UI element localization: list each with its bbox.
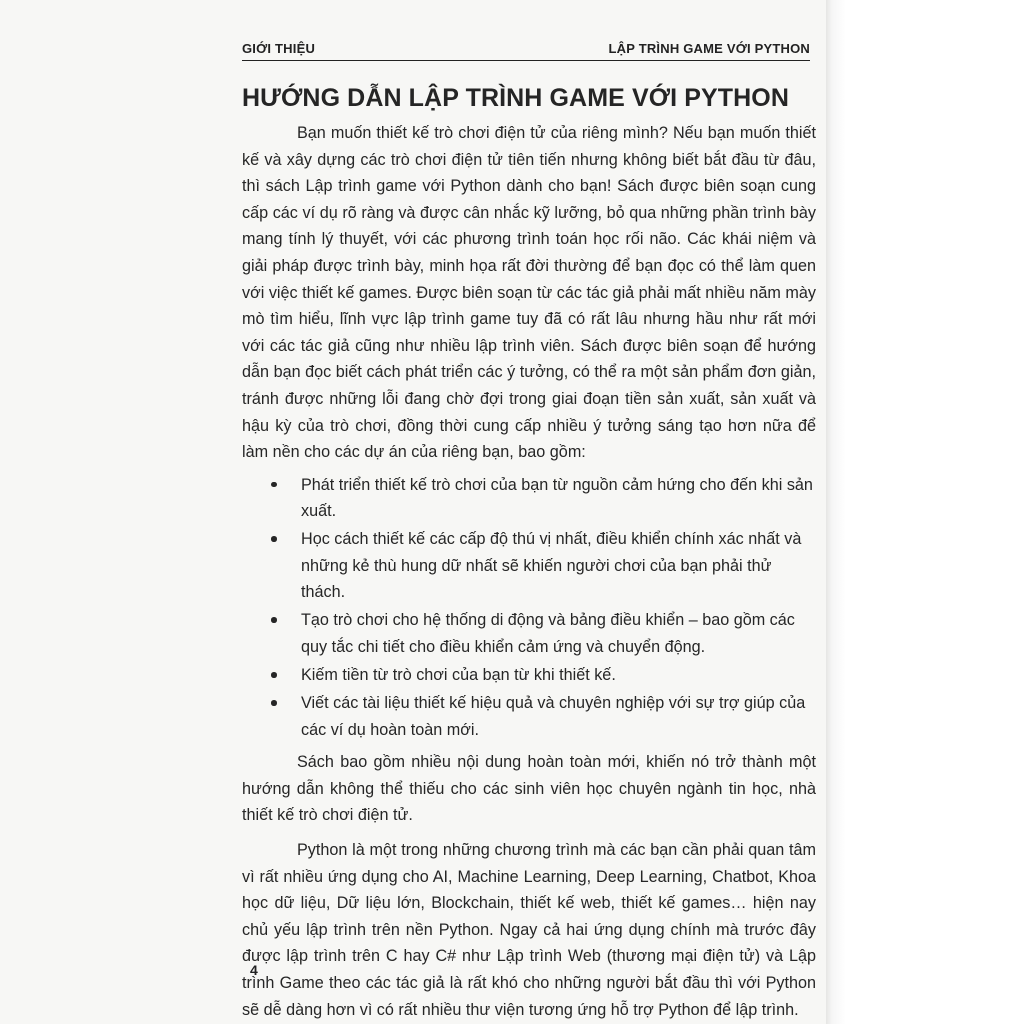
bullet-icon [271,700,277,706]
bullet-icon [271,672,277,678]
list-item [242,607,816,660]
feature-list [242,472,816,744]
list-item-text: Viết các tài liệu thiết kế hiệu quả và chuyên nghiệp với sự trợ giúp của các ví dụ hoàn toàn mới. [301,694,806,739]
paragraph-python: Python là một trong những chương trình mà các bạn cần phải quan tâm vì rất nhiều ứng dụng cho AI, Machine Learning, Deep Learning, Chatbot, Khoa học dữ liệu, Dữ liệu lớn, Blockchain, thiết kế web, thiết kế games… hiện nay chủ yếu lập trình trên nền Python. Ngay cả hai ứng dụng chính mà trước đây được lập trình trên C hay C# như Lập trình Web (thương mại điện tử) và Lập trình Game theo các tác giả là rất khó cho những người bắt đầu thì với Python sẽ dễ dàng hơn vì có rất nhiều thư viện tương ứng hỗ trợ Python để lập trình. [242,841,816,1019]
page-number: 4 [250,962,258,978]
page-edge [826,0,1024,1024]
list-item [242,526,816,606]
paragraph-gap [242,829,816,837]
header-section-label: GIỚI THIỆU [242,41,316,56]
bullet-icon [271,536,277,542]
header-book-title: LẬP TRÌNH GAME VỚI PYTHON [608,41,810,56]
list-item-text: Tạo trò chơi cho hệ thống di động và bảng điều khiển – bao gồm các quy tắc chi tiết cho điều khiển cảm ứng và chuyển động. [301,611,795,657]
bullet-icon [271,617,277,623]
list-item-text: Học cách thiết kế các cấp độ thú vị nhất, điều khiển chính xác nhất và những kẻ thù hung dữ nhất sẽ khiến người chơi của bạn phải thử thách. [301,530,802,602]
body-text [242,120,816,1023]
bullet-icon [271,482,277,488]
list-item [242,690,816,743]
list-item [242,662,816,689]
paragraph-book-content: Sách bao gồm nhiều nội dung hoàn toàn mới, khiến nó trở thành một hướng dẫn không thể thiếu cho các sinh viên học chuyên ngành tin học, nhà thiết kế trò chơi điện tử. [242,753,816,825]
list-item-text: Kiếm tiền từ trò chơi của bạn từ khi thiết kế. [301,666,616,685]
running-header [242,38,810,61]
intro-paragraph: Bạn muốn thiết kế trò chơi điện tử của riêng mình? Nếu bạn muốn thiết kế và xây dựng các trò chơi điện tử tiên tiến nhưng không biết bắt đầu từ đâu, thì sách Lập trình game với Python dành cho bạn! Sách được biên soạn cung cấp các ví dụ rõ ràng và được cân nhắc kỹ lưỡng, bỏ qua những phần trình bày mang tính lý thuyết, với các phương trình toán học rối não. Các khái niệm và giải pháp được trình bày, minh họa rất đời thường để bạn đọc có thể làm quen với việc thiết kế games. Được biên soạn từ các tác giả phải mất nhiều năm mày mò tìm hiểu, lĩnh vực lập trình game tuy đã có rất lâu nhưng hầu như rất mới với các tác giả cũng như nhiều lập trình viên. Sách được biên soạn để hướng dẫn bạn đọc biết cách phát triển các ý tưởng, có thể ra một sản phẩm đơn giản, tránh được những lỗi đang chờ đợi trong giai đoạn tiền sản xuất, sản xuất và hậu kỳ của trò chơi, đồng thời cung cấp nhiều ý tưởng sáng tạo hơn nữa để làm nền cho các dự án của riêng bạn, bao gồm: [242,124,816,462]
list-item [242,472,816,525]
page-title: HƯỚNG DẪN LẬP TRÌNH GAME VỚI PYTHON [242,84,790,112]
list-item-text: Phát triển thiết kế trò chơi của bạn từ nguồn cảm hứng cho đến khi sản xuất. [301,475,813,521]
